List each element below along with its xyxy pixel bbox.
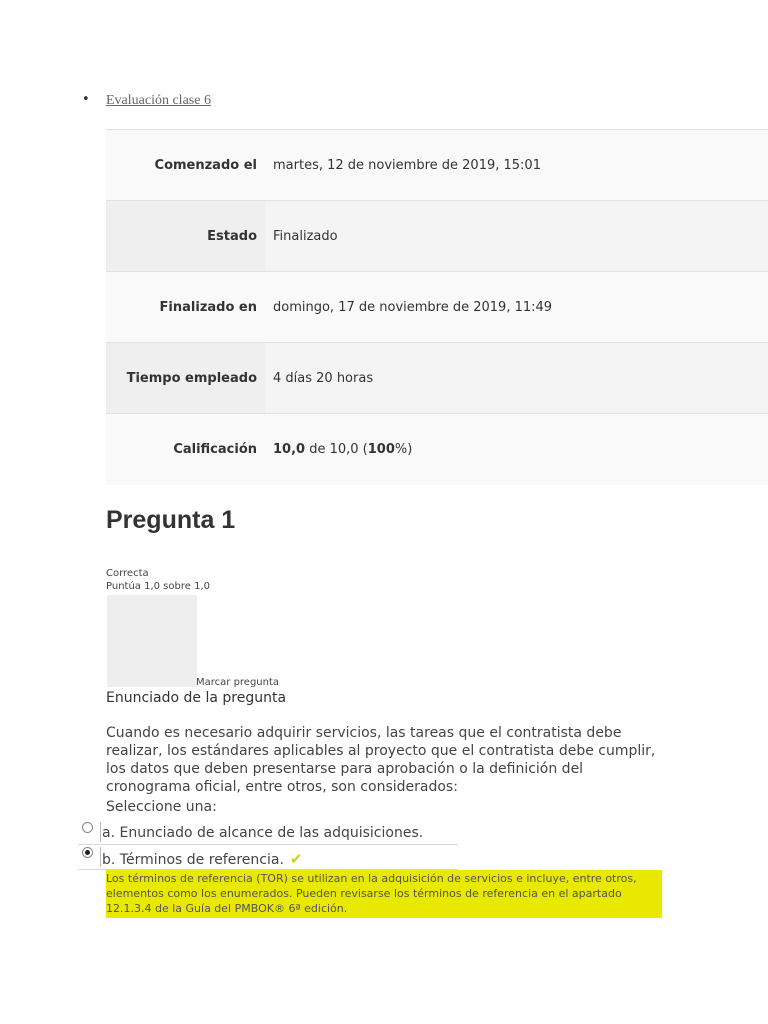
answer-prompt: Seleccione una: [106,799,217,815]
attempt-summary-table [106,129,768,485]
summary-row-grade [106,414,768,485]
summary-value: domingo, 17 de noviembre de 2019, 11:49 [265,272,768,343]
divider [100,847,101,867]
breadcrumb-link[interactable]: Evaluación clase 6 [106,93,211,108]
list-bullet: • [82,92,90,107]
answer-option-b[interactable] [78,845,458,870]
summary-label: Tiempo empleado [106,343,265,414]
answer-label-b-wrap[interactable] [102,850,302,868]
summary-value-grade [265,414,768,485]
answer-label-a[interactable]: a. Enunciado de alcance de las adquisiciones. [102,825,424,841]
summary-value: 4 días 20 horas [265,343,768,414]
question-info [106,567,210,593]
summary-row-state [106,201,768,272]
question-state: Correcta [106,568,149,579]
question-title: Pregunta 1 [106,506,236,534]
answer-option-a[interactable] [78,820,458,845]
radio-button-a[interactable] [82,822,93,833]
summary-label: Calificación [106,414,265,485]
question-text: Cuando es necesario adquirir servicios, las tareas que el contratista debe realizar, los estándares aplicables al proyecto que el contratista debe cumplir, los datos que deben presentarse para aprobación o la definición del cronograma oficial, entre otros, son considerados: [106,725,656,795]
grade-of: de 10,0 ( [305,441,368,457]
summary-row-started [106,130,768,201]
grade-score: 10,0 [273,441,306,457]
flag-image-placeholder [107,595,197,687]
summary-label: Comenzado el [106,130,265,201]
summary-label: Estado [106,201,265,272]
check-icon: ✔ [289,850,303,868]
question-grade: Puntúa 1,0 sobre 1,0 [106,581,210,592]
summary-label: Finalizado en [106,272,265,343]
radio-button-b-selected[interactable] [82,847,93,858]
summary-value: martes, 12 de noviembre de 2019, 15:01 [265,130,768,201]
answer-feedback: Los términos de referencia (TOR) se utilizan en la adquisición de servicios e incluye, entre otros, elementos como los enumerados. Pueden revisarse los términos de referencia en el apartado 12.1.3.4 de la Guía del PMBOK® 6ª edición. [106,870,662,918]
divider [100,822,101,842]
grade-percent: 100 [367,441,395,457]
summary-row-finished [106,272,768,343]
grade-percent-end: %) [394,441,413,457]
summary-row-time-taken [106,343,768,414]
statement-heading: Enunciado de la pregunta [106,690,287,706]
answer-label-b[interactable]: b. Términos de referencia. [102,852,284,868]
radio-dot [85,850,90,855]
summary-value: Finalizado [265,201,768,272]
flag-question-link[interactable]: Marcar pregunta [196,677,280,688]
